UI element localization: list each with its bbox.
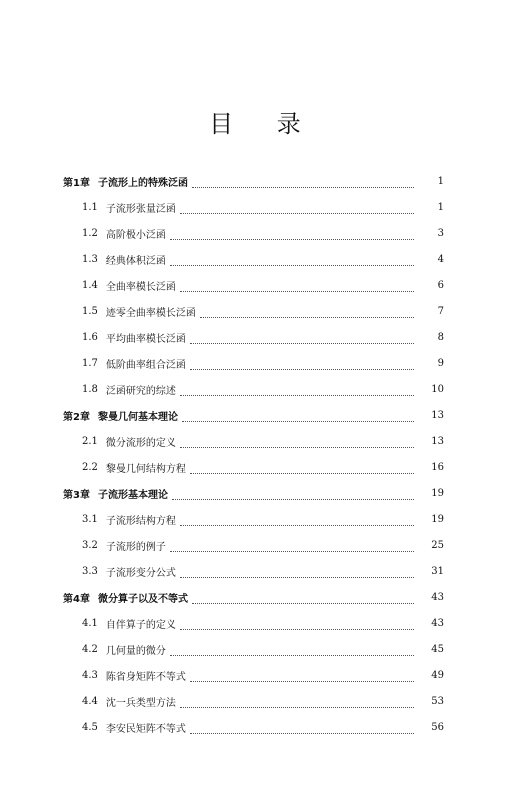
toc-entry-title: 高阶极小泛函 [105, 229, 166, 241]
toc-entry-page-number: 4 [437, 253, 444, 265]
toc-entry-page-number: 56 [431, 721, 444, 733]
toc-chapter-entry[interactable] [0, 584, 510, 610]
dot-leader [180, 697, 414, 708]
toc-section-entry[interactable] [0, 714, 510, 740]
dot-leader [170, 229, 414, 240]
toc-entry-title: 迹零全曲率模长泛函 [105, 307, 196, 319]
toc-entry-title: 子流形上的特殊泛函 [97, 177, 188, 189]
toc-entry-page-number: 31 [431, 565, 444, 577]
toc-entry-page-number: 10 [431, 383, 444, 395]
toc-entry-title: 陈省身矩阵不等式 [105, 671, 186, 683]
toc-entry-page-number: 13 [431, 435, 444, 447]
toc-entry-number: 1.4 [82, 279, 98, 291]
toc-section-entry[interactable] [0, 428, 510, 454]
toc-entry-page-number: 45 [431, 643, 444, 655]
toc-entry-page-number: 6 [437, 279, 444, 291]
toc-section-entry[interactable] [0, 558, 510, 584]
toc-entry-title: 子流形基本理论 [97, 489, 168, 501]
dot-leader [190, 463, 414, 474]
toc-entry-number: 1.1 [82, 201, 98, 213]
toc-entry-number: 4.3 [82, 669, 98, 681]
toc-chapter-entry[interactable] [0, 480, 510, 506]
toc-entry-number: 1.8 [82, 383, 98, 395]
toc-entry-number: 1.7 [82, 357, 98, 369]
toc-entry-number: 第4章 [63, 593, 90, 605]
dot-leader [190, 723, 414, 734]
toc-section-entry[interactable] [0, 662, 510, 688]
toc-entry-number: 第2章 [63, 411, 90, 423]
dot-leader [170, 645, 414, 656]
toc-section-entry[interactable] [0, 688, 510, 714]
toc-section-entry[interactable] [0, 454, 510, 480]
toc-entry-page-number: 16 [431, 461, 444, 473]
toc-entry-number: 1.3 [82, 253, 98, 265]
dot-leader [180, 619, 414, 630]
toc-entry-number: 1.2 [82, 227, 98, 239]
toc-section-entry[interactable] [0, 636, 510, 662]
page-title: 目 录 [209, 110, 319, 138]
dot-leader [192, 593, 414, 604]
toc-entry-number: 3.1 [82, 513, 98, 525]
toc-entry-title: 泛函研究的综述 [105, 385, 176, 397]
dot-leader [190, 333, 414, 344]
toc-entry-number: 2.2 [82, 461, 98, 473]
dot-leader [190, 671, 414, 682]
dot-leader [180, 437, 414, 448]
dot-leader [200, 307, 414, 318]
toc-entry-page-number: 25 [431, 539, 444, 551]
toc-entry-number: 4.4 [82, 695, 98, 707]
dot-leader [192, 177, 414, 188]
toc-entry-title: 子流形结构方程 [105, 515, 176, 527]
toc-entry-page-number: 43 [431, 591, 444, 603]
dot-leader [180, 203, 414, 214]
toc-section-entry[interactable] [0, 272, 510, 298]
toc-entry-number: 1.6 [82, 331, 98, 343]
dot-leader [180, 281, 414, 292]
toc-entry-title: 微分流形的定义 [105, 437, 176, 449]
toc-entry-title: 子流形张量泛函 [105, 203, 176, 215]
toc-entry-number: 第3章 [63, 489, 90, 501]
toc-entry-page-number: 13 [431, 409, 444, 421]
toc-entry-number: 4.2 [82, 643, 98, 655]
toc-entry-number: 1.5 [82, 305, 98, 317]
toc-section-entry[interactable] [0, 220, 510, 246]
toc-entry-page-number: 49 [431, 669, 444, 681]
toc-section-entry[interactable] [0, 376, 510, 402]
toc-entry-number: 2.1 [82, 435, 98, 447]
toc-section-entry[interactable] [0, 610, 510, 636]
toc-entry-page-number: 43 [431, 617, 444, 629]
toc-entry-page-number: 53 [431, 695, 444, 707]
toc-entry-title: 微分算子以及不等式 [97, 593, 188, 605]
toc-chapter-entry[interactable] [0, 402, 510, 428]
toc-entry-number: 第1章 [63, 177, 90, 189]
toc-entry-number: 4.5 [82, 721, 98, 733]
toc-entry-title: 经典体积泛函 [105, 255, 166, 267]
table-of-contents [0, 168, 510, 740]
toc-section-entry[interactable] [0, 350, 510, 376]
toc-chapter-entry[interactable] [0, 168, 510, 194]
toc-entry-number: 3.2 [82, 539, 98, 551]
dot-leader [180, 567, 414, 578]
dot-leader [182, 411, 414, 422]
toc-entry-title: 平均曲率模长泛函 [105, 333, 186, 345]
toc-section-entry[interactable] [0, 194, 510, 220]
toc-section-entry[interactable] [0, 324, 510, 350]
toc-entry-title: 李安民矩阵不等式 [105, 723, 186, 735]
toc-entry-title: 自伴算子的定义 [105, 619, 176, 631]
toc-section-entry[interactable] [0, 298, 510, 324]
toc-entry-page-number: 7 [437, 305, 444, 317]
toc-entry-page-number: 1 [437, 175, 444, 187]
dot-leader [172, 489, 414, 500]
toc-entry-title: 黎曼几何基本理论 [97, 411, 178, 423]
dot-leader [180, 385, 414, 396]
toc-entry-title: 子流形的例子 [105, 541, 166, 553]
toc-entry-title: 几何量的微分 [105, 645, 166, 657]
toc-entry-page-number: 3 [437, 227, 444, 239]
toc-entry-page-number: 1 [437, 201, 444, 213]
toc-entry-title: 全曲率模长泛函 [105, 281, 176, 293]
dot-leader [180, 515, 414, 526]
toc-entry-number: 4.1 [82, 617, 98, 629]
toc-entry-title: 黎曼几何结构方程 [105, 463, 186, 475]
toc-entry-number: 3.3 [82, 565, 98, 577]
toc-entry-page-number: 8 [437, 331, 444, 343]
dot-leader [170, 541, 414, 552]
toc-entry-title: 沈一兵类型方法 [105, 697, 176, 709]
toc-entry-title: 子流形变分公式 [105, 567, 176, 579]
dot-leader [190, 359, 414, 370]
toc-entry-page-number: 19 [431, 513, 444, 525]
toc-section-entry[interactable] [0, 246, 510, 272]
dot-leader [170, 255, 414, 266]
toc-entry-page-number: 9 [437, 357, 444, 369]
toc-entry-page-number: 19 [431, 487, 444, 499]
toc-entry-title: 低阶曲率组合泛函 [105, 359, 186, 371]
toc-section-entry[interactable] [0, 532, 510, 558]
toc-section-entry[interactable] [0, 506, 510, 532]
